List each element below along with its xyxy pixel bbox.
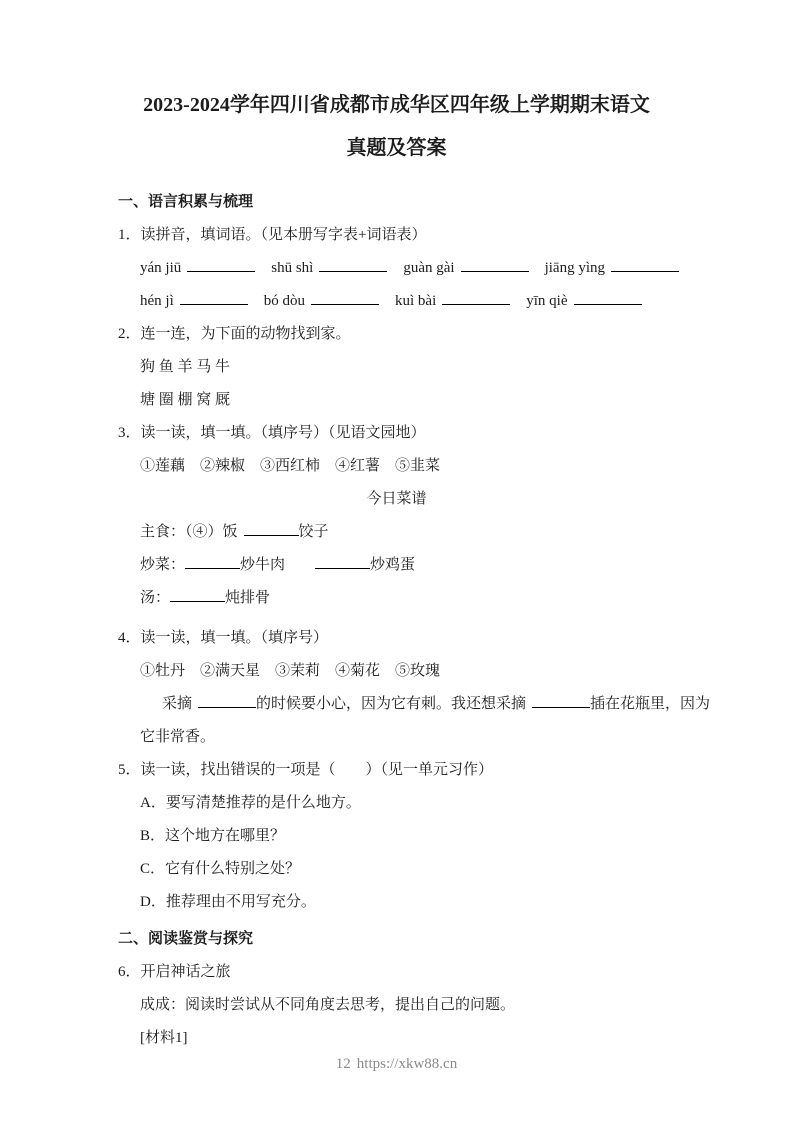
- q5-stem: 5．读一读，找出错误的一项是（ ）（见一单元习作）: [118, 762, 494, 778]
- q6-dialogue-line: 成成：阅读时尝试从不同角度去思考，提出自己的问题。: [140, 997, 516, 1013]
- q1-pinyin-row-1: [118, 252, 675, 285]
- pinyin-group: [140, 293, 248, 309]
- pinyin-group: [526, 293, 641, 309]
- answer-blank: [574, 289, 642, 305]
- staple-item: 饺子: [298, 524, 329, 540]
- pinyin-group: [264, 293, 379, 309]
- stirfry-label: 炒菜：: [140, 557, 186, 573]
- answer-blank: [198, 692, 256, 708]
- pinyin-word: hén jì: [140, 293, 174, 309]
- section-2-heading: 二、阅读鉴赏与探究: [118, 931, 254, 947]
- pinyin-word: yīn qiè: [526, 293, 568, 309]
- answer-blank: [319, 256, 387, 272]
- q4-text-3: 插在花瓶里，因为: [590, 696, 711, 712]
- q2-stem: 2．连一连，为下面的动物找到家。: [118, 326, 351, 342]
- pinyin-word: shū shì: [271, 260, 314, 276]
- q3-stem: 3．读一读，填一填。（填序号）（见语文园地）: [118, 425, 426, 441]
- pinyin-group: [395, 293, 510, 309]
- answer-blank: [311, 289, 379, 305]
- q6-stem: 6．开启神话之旅: [118, 964, 231, 980]
- answer-blank: [180, 289, 248, 305]
- page-number: 12: [335, 1056, 351, 1072]
- pinyin-word: guàn gài: [403, 260, 455, 276]
- pinyin-group: [545, 260, 679, 276]
- pinyin-word: kuì bài: [395, 293, 437, 309]
- q3-options: ①莲藕 ②辣椒 ③西红柿 ④红薯 ⑤韭菜: [140, 458, 441, 474]
- q1-stem: 1．读拼音，填词语。（见本册写字表+词语表）: [118, 227, 427, 243]
- pinyin-word: bó dòu: [263, 293, 305, 309]
- answer-blank: [315, 553, 370, 569]
- q3-menu-title: 今日菜谱: [366, 491, 427, 507]
- q4-options: ①牡丹 ②满天星 ③茉莉 ④菊花 ⑤玫瑰: [140, 663, 441, 679]
- title-line-1: 2023-2024学年四川省成都市成华区四年级上学期期末语文: [143, 94, 650, 116]
- pinyin-word: yán jiū: [140, 260, 182, 276]
- q6-material-label: [材料1]: [140, 1030, 188, 1046]
- q3-stirfry-line: [118, 549, 675, 582]
- soup-item: 炖排骨: [225, 590, 271, 606]
- q2-homes-row: 塘 圈 棚 窝 厩: [140, 392, 231, 408]
- answer-blank: [461, 256, 529, 272]
- q3-staple-line: [118, 516, 675, 549]
- q2-animals-row: 狗 鱼 羊 马 牛: [140, 359, 231, 375]
- staple-label: 主食：（④）饭: [140, 524, 238, 540]
- document-title: [118, 84, 675, 170]
- q4-text-2: 的时候要小心，因为它有刺。我还想采摘: [256, 696, 527, 712]
- pinyin-group: [140, 260, 255, 276]
- pinyin-group: [271, 260, 387, 276]
- q4-sentence-line-1: [118, 688, 711, 721]
- title-line-2: 真题及答案: [346, 137, 447, 159]
- stirfry-item-1: 炒牛肉: [240, 557, 286, 573]
- answer-blank: [170, 586, 225, 602]
- page-footer: [0, 1056, 793, 1073]
- answer-blank: [532, 692, 590, 708]
- section-1-heading: 一、语言积累与梳理: [118, 194, 254, 210]
- q5-choice-d: D．推荐理由不用写充分。: [140, 894, 316, 910]
- pinyin-word: jiāng yìng: [544, 260, 605, 276]
- q1-pinyin-row-2: [118, 285, 675, 318]
- answer-blank: [442, 289, 510, 305]
- pinyin-group: [403, 260, 528, 276]
- answer-blank: [611, 256, 679, 272]
- footer-url: https://xkw88.cn: [356, 1056, 458, 1072]
- q3-soup-line: [118, 582, 675, 615]
- q4-text-1: 采摘: [162, 696, 193, 712]
- answer-blank: [185, 553, 240, 569]
- answer-blank: [244, 520, 299, 536]
- answer-blank: [187, 256, 255, 272]
- soup-label: 汤：: [140, 590, 171, 606]
- q4-stem: 4．读一读，填一填。（填序号）: [118, 630, 329, 646]
- q5-choice-c: C．它有什么特别之处？: [140, 861, 301, 877]
- q5-choice-b: B．这个地方在哪里？: [140, 828, 286, 844]
- q5-choice-a: A．要写清楚推荐的是什么地方。: [140, 795, 361, 811]
- stirfry-item-2: 炒鸡蛋: [370, 557, 416, 573]
- q4-sentence-line-2: 它非常香。: [140, 729, 216, 745]
